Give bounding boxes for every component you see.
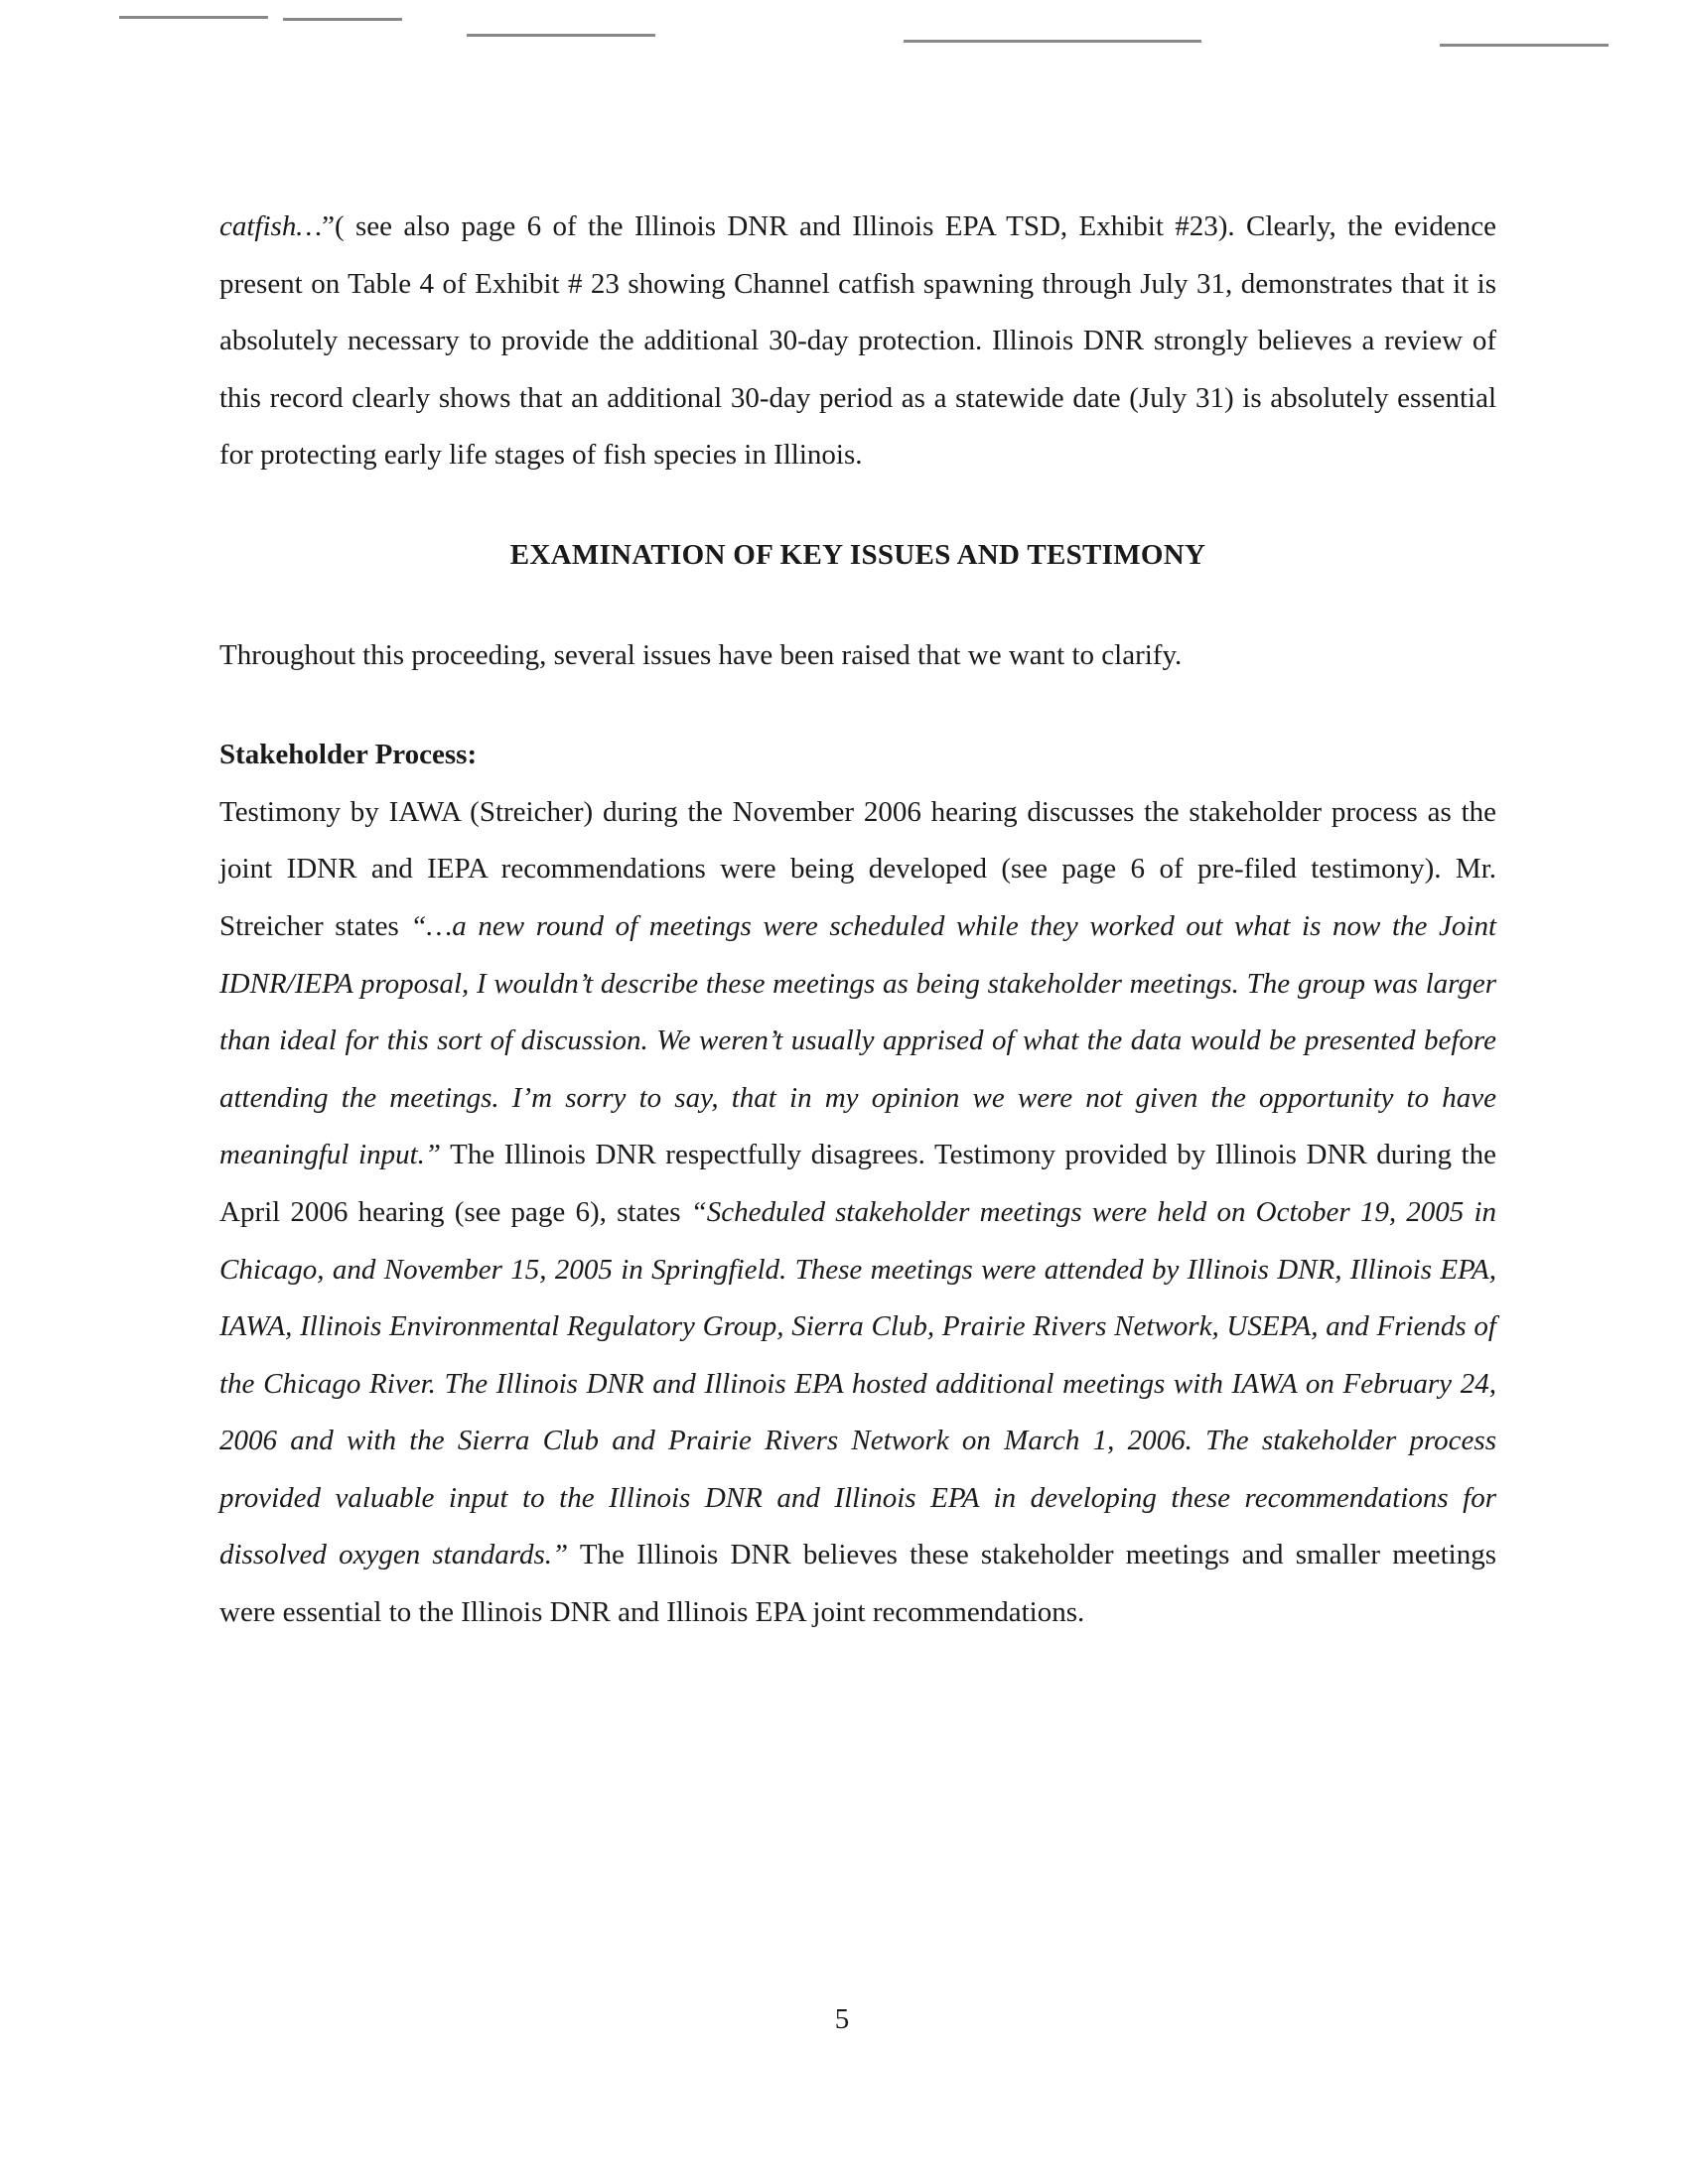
fax-mark	[904, 40, 1201, 43]
quote-streicher: “…a new round of meetings were scheduled while they worked out what is now the Joint IDNR/IEPA proposal, I wouldn’t describe these meetings as being stakeholder meetings. The group was larger than ideal for this sort of discussion. We weren’t usually apprised of what the data would be presented before attending the meetings. I’m sorry to say, that in my opinion we were not given the opportunity to have meaningful input.”	[219, 909, 1496, 1171]
document-body	[219, 199, 1496, 1642]
subheading-stakeholder-process: Stakeholder Process:	[219, 739, 478, 771]
paragraph-lead-italic: catfish…	[219, 210, 323, 242]
fax-header-artifacts	[0, 0, 1684, 79]
paragraph-stakeholder	[219, 784, 1496, 1642]
intro-sentence: Throughout this proceeding, several issues have been raised that we want to clarify.	[219, 638, 1183, 671]
page-number: 5	[834, 2003, 850, 2035]
section-heading: EXAMINATION OF KEY ISSUES AND TESTIMONY	[509, 538, 1206, 571]
quote-idnr-testimony: “Scheduled stakeholder meetings were held on October 19, 2005 in Chicago, and November 15, 2005 in Springfield. These meetings were attended by Illinois DNR, Illinois EPA, IAWA, Illinois Environmental Regulatory Group, Sierra Club, Prairie Rivers Network, USEPA, and Friends of the Chicago River. The Illinois DNR and Illinois EPA hosted additional meetings with IAWA on February 24, 2006 and with the Sierra Club and Prairie Rivers Network on March 1, 2006. The stakeholder process provided valuable input to the Illinois DNR and Illinois EPA in developing these recommendations for dissolved oxygen standards.”	[219, 1195, 1497, 1571]
paragraph-text: ”( see also page 6 of the Illinois DNR and Illinois EPA TSD, Exhibit #23). Clearly, the evidence present on Table 4 of Exhibit # 23 showing Channel catfish spawning through July 31, demonstrates that it is absolutely necessary to provide the additional 30-day protection. Illinois DNR strongly believes a review of this record clearly shows that an additional 30-day period as a statewide date (July 31) is absolutely essential for protecting early life stages of fish species in Illinois.	[219, 210, 1496, 472]
paragraph-text: Testimony by IAWA (Streicher) during the November 2006 hearing discusses the stakeholder process as the joint IDNR and IEPA recommendations were being developed (see page 6 of pre-filed testimony). Mr. Streicher states	[219, 795, 1496, 942]
fax-mark	[1440, 44, 1609, 47]
fax-mark	[467, 34, 655, 37]
fax-mark	[119, 16, 268, 19]
paragraph-catfish	[219, 199, 1496, 484]
paragraph-text: The Illinois DNR respectfully disagrees. Testimony provided by Illinois DNR during the April 2006 hearing (see page 6), states	[219, 1139, 1497, 1228]
fax-mark	[283, 18, 402, 21]
paragraph-text: The Illinois DNR believes these stakeholder meetings and smaller meetings were essential to the Illinois DNR and Illinois EPA joint recommendations.	[219, 1539, 1496, 1629]
